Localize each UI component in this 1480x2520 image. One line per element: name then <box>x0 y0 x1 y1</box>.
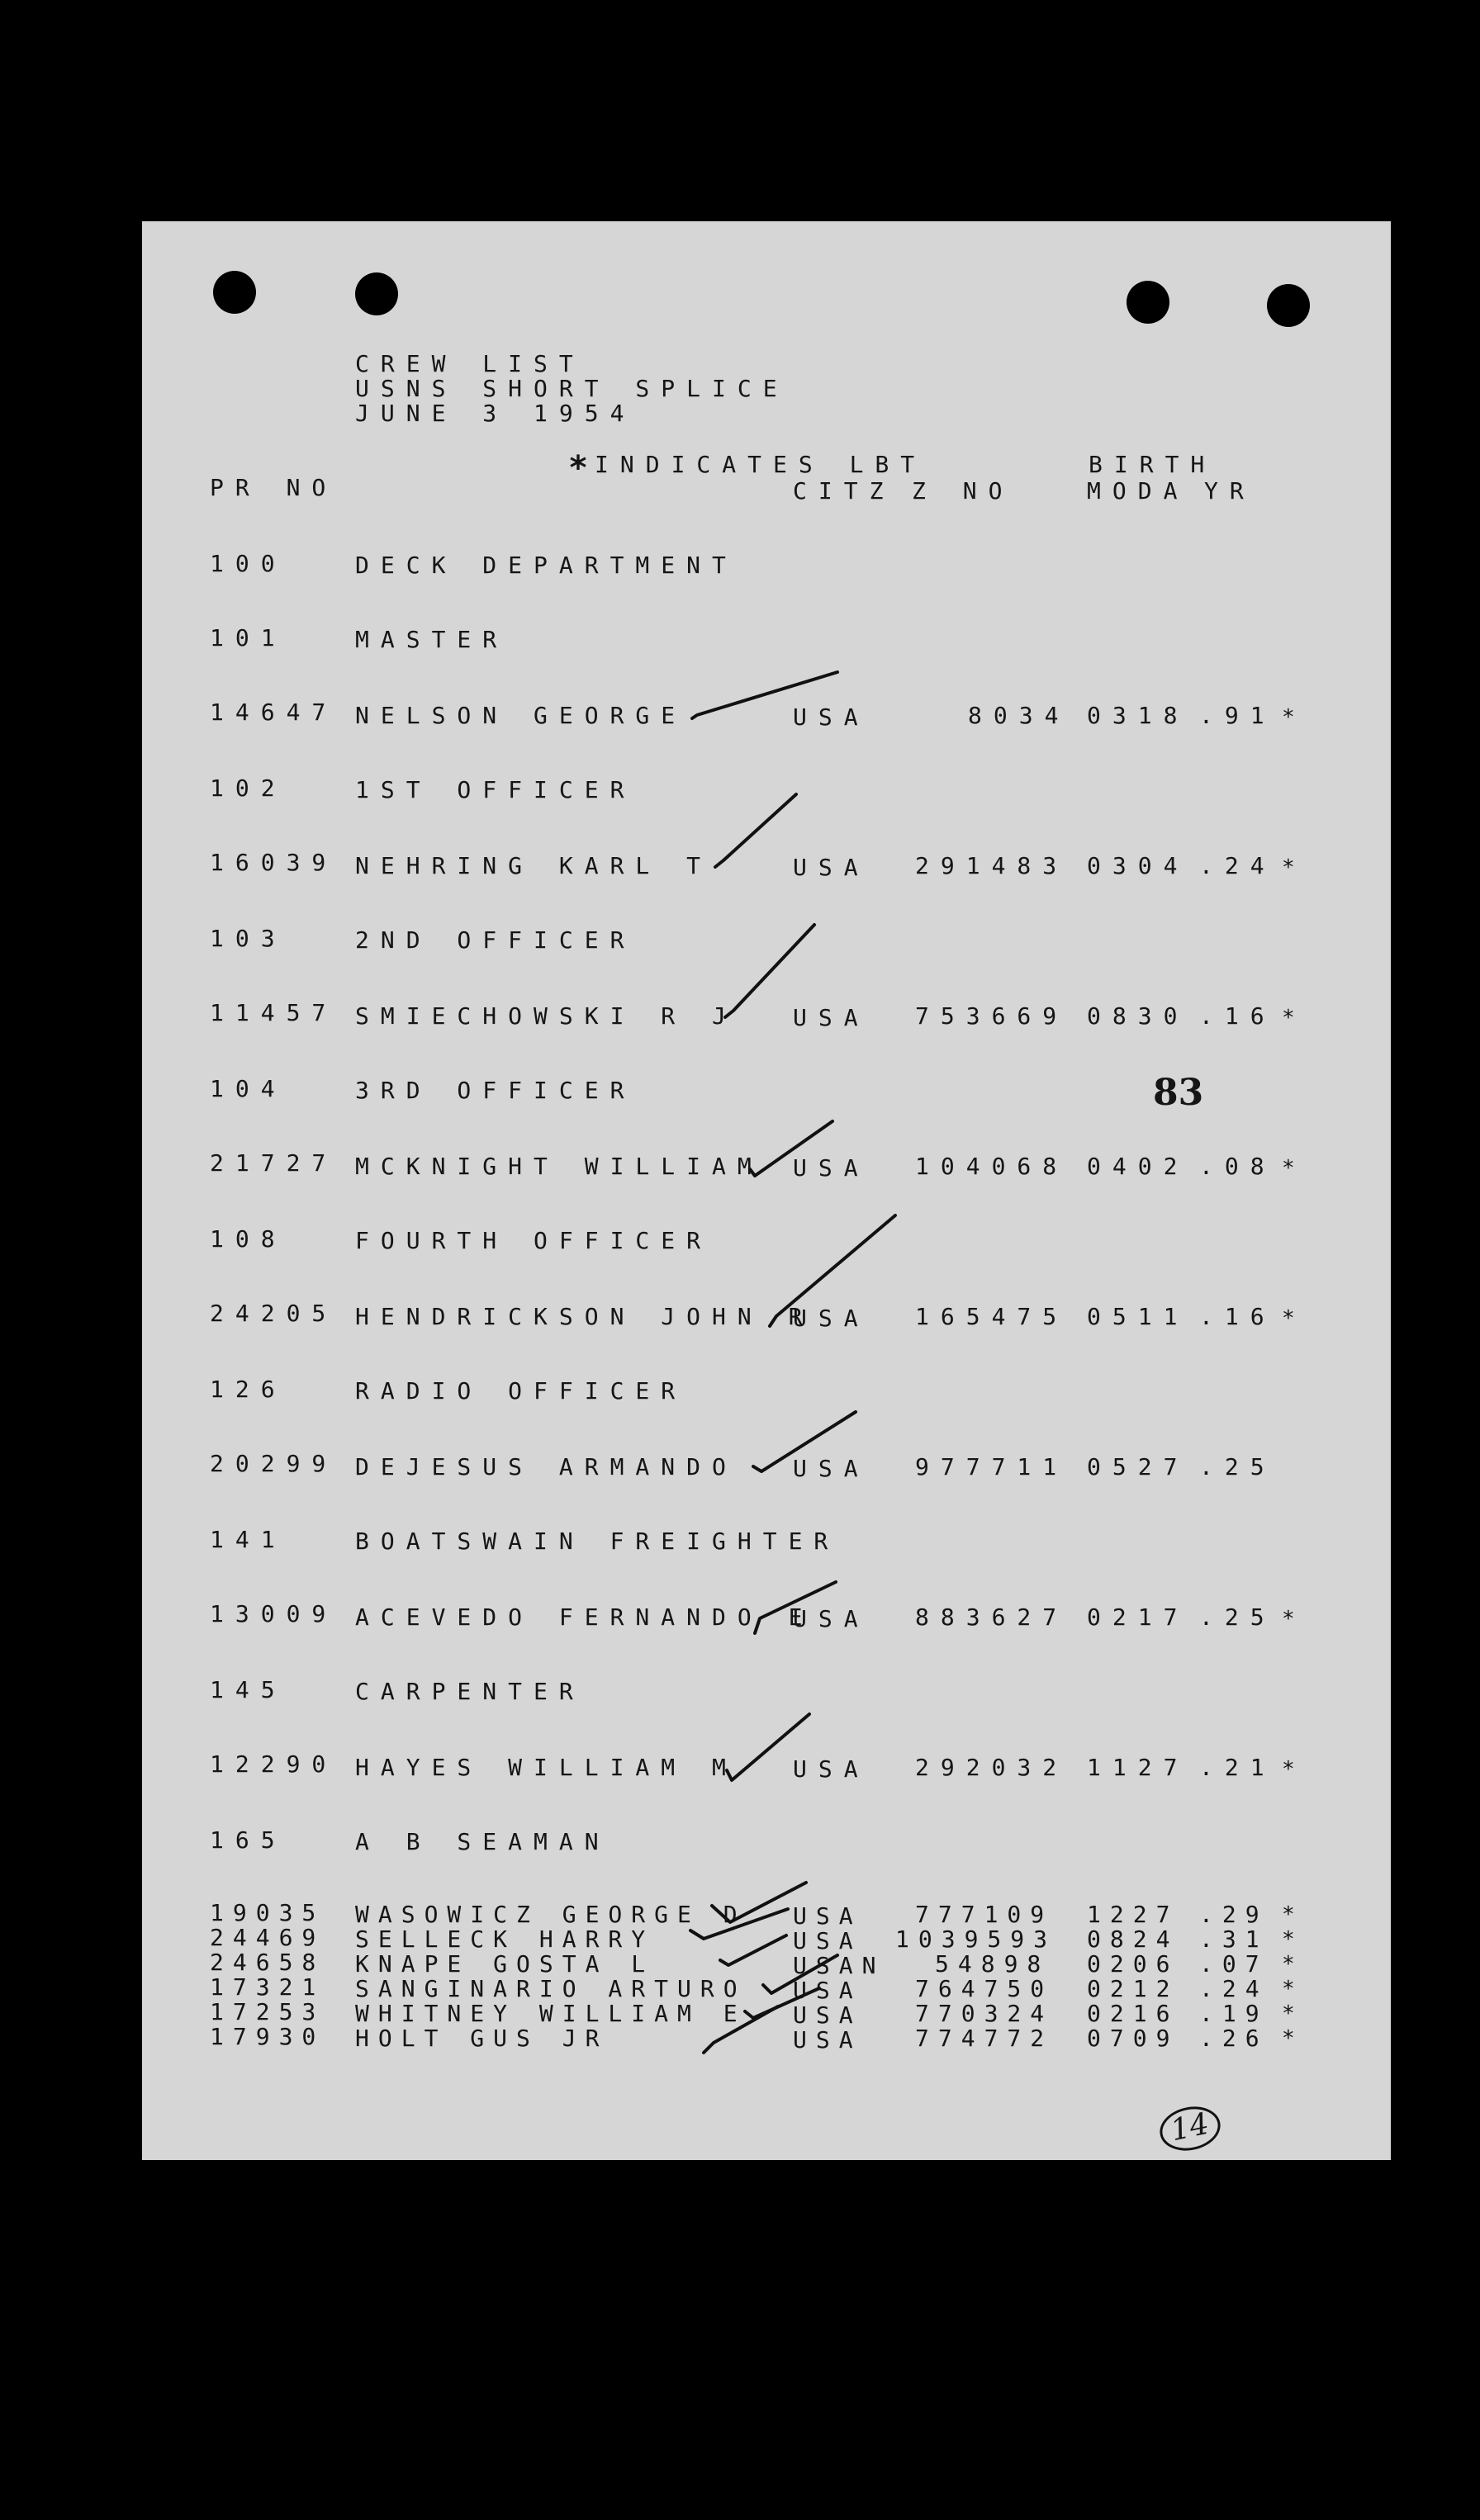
crew-moda: 0402 <box>1087 1153 1189 1180</box>
section-code: 101 <box>210 624 287 651</box>
punch-hole <box>355 272 398 315</box>
section-title: BOATSWAIN FREIGHTER <box>355 1528 840 1555</box>
crew-citz: USA <box>793 1755 870 1783</box>
section-title: MASTER <box>355 626 509 653</box>
crew-z-no: 104068 <box>915 1153 1069 1180</box>
crew-name: NEHRING KARL T <box>355 852 713 879</box>
crew-name: ACEVEDO FERNANDO E <box>355 1603 814 1631</box>
section-title: RADIO OFFICER <box>355 1377 687 1404</box>
section-code: 126 <box>210 1376 287 1403</box>
crew-yr: .21 <box>1199 1754 1276 1781</box>
crew-name: WHITNEY WILLIAM E <box>355 2000 747 2027</box>
crew-yr: .19 <box>1199 2000 1269 2027</box>
crew-name: KNAPE GOSTA L <box>355 1950 655 1978</box>
crew-pr: 12290 <box>210 1750 338 1778</box>
punch-hole <box>213 271 256 314</box>
crew-pr: 20299 <box>210 1450 338 1477</box>
section-code: 165 <box>210 1826 287 1854</box>
section-title: 2ND OFFICER <box>355 926 636 954</box>
crew-moda: 0830 <box>1087 1002 1189 1030</box>
crew-z-no: 1039593 <box>895 1926 1057 1953</box>
crew-pr: 17930 <box>210 2023 325 2050</box>
crew-citz: USA <box>793 703 870 731</box>
lbt-star: * <box>1282 1902 1295 1927</box>
crew-pr: 16039 <box>210 849 338 876</box>
crew-pr: 24658 <box>210 1949 325 1976</box>
crew-citz: USA <box>793 1305 870 1332</box>
crew-yr: .24 <box>1199 1975 1269 2002</box>
crew-name: SELLECK HARRY <box>355 1926 655 1953</box>
crew-moda: 0216 <box>1087 2000 1179 2027</box>
crew-yr: .07 <box>1199 1950 1269 1978</box>
birth-header: BIRTH <box>1089 451 1217 478</box>
crew-moda: 0824 <box>1087 1926 1179 1953</box>
crew-moda: 0206 <box>1087 1950 1179 1978</box>
lbt-legend: INDICATES LBT <box>595 451 927 478</box>
crew-z-no: 977711 <box>915 1453 1069 1480</box>
section-title: DECK DEPARTMENT <box>355 552 738 579</box>
crew-name: DEJESUS ARMANDO <box>355 1453 738 1480</box>
crew-pr: 14647 <box>210 699 338 726</box>
crew-pr: 17321 <box>210 1973 325 2001</box>
lbt-star: * <box>1282 705 1295 730</box>
crew-citz: USA <box>793 2026 862 2053</box>
lbt-star: * <box>1282 1977 1295 2001</box>
check-marks <box>142 221 1391 2160</box>
stamped-page-number: 83 <box>1153 1072 1204 1114</box>
crew-pr: 11457 <box>210 999 338 1026</box>
section-title: 3RD OFFICER <box>355 1077 636 1104</box>
crew-z-no: 777109 <box>915 1901 1054 1928</box>
lbt-star: * <box>1282 1306 1295 1331</box>
lbt-star: * <box>1282 1156 1295 1181</box>
crew-name: WASOWICZ GEORGE D <box>355 1901 747 1928</box>
crew-moda: 1227 <box>1087 1901 1179 1928</box>
section-code: 100 <box>210 550 287 577</box>
crew-name: SMIECHOWSKI R J <box>355 1002 738 1030</box>
crew-yr: .25 <box>1199 1603 1276 1631</box>
lbt-star: * <box>1282 1607 1295 1632</box>
col-pr-no: PR NO <box>210 474 338 501</box>
crew-z-no: 292032 <box>915 1754 1069 1781</box>
crew-name: NELSON GEORGE <box>355 702 687 729</box>
crew-pr: 19035 <box>210 1899 325 1926</box>
section-code: 145 <box>210 1676 287 1703</box>
crew-name: HOLT GUS JR <box>355 2025 609 2052</box>
crew-yr: .08 <box>1199 1153 1276 1180</box>
section-title: FOURTH OFFICER <box>355 1227 713 1254</box>
section-code: 103 <box>210 925 287 952</box>
section-code: 104 <box>210 1075 287 1102</box>
crew-citz: USA <box>793 1455 870 1482</box>
crew-z-no: 54898 <box>935 1950 1051 1978</box>
crew-yr: .16 <box>1199 1303 1276 1330</box>
lbt-star: * <box>1282 1952 1295 1977</box>
col-yr: YR <box>1204 477 1255 504</box>
crew-pr: 13009 <box>210 1600 338 1627</box>
crew-citz: USA <box>793 1902 862 1930</box>
col-citz: CITZ <box>793 477 895 504</box>
crew-citz: USA <box>793 854 870 881</box>
section-title: CARPENTER <box>355 1678 585 1705</box>
lbt-star: * <box>1282 1757 1295 1782</box>
lbt-star: * <box>1282 855 1295 880</box>
crew-z-no: 291483 <box>915 852 1069 879</box>
crew-citz: USA <box>793 1977 862 2004</box>
check-mark <box>715 794 796 867</box>
crew-z-no: 165475 <box>915 1303 1069 1330</box>
section-title: A B SEAMAN <box>355 1828 610 1855</box>
lbt-star: * <box>1282 1006 1295 1030</box>
crew-pr: 24205 <box>210 1300 338 1327</box>
crew-name: HAYES WILLIAM M <box>355 1754 738 1781</box>
crew-yr: .25 <box>1199 1453 1276 1480</box>
crew-citz: USA <box>793 2001 862 2029</box>
crew-moda: 0709 <box>1087 2025 1179 2052</box>
crew-moda: 0318 <box>1087 702 1189 729</box>
lbt-star-mark: * <box>568 449 589 487</box>
crew-yr: .31 <box>1199 1926 1269 1953</box>
crew-moda: 0527 <box>1087 1453 1189 1480</box>
check-mark <box>720 1935 786 1965</box>
col-moda: MODA <box>1087 477 1189 504</box>
section-code: 141 <box>210 1526 287 1553</box>
ship-name: USNS SHORT SPLICE <box>355 375 789 402</box>
crew-z-no: 753669 <box>915 1002 1069 1030</box>
crew-yr: .29 <box>1199 1901 1269 1928</box>
crew-pr: 21727 <box>210 1149 338 1177</box>
crew-moda: 1127 <box>1087 1754 1189 1781</box>
punch-hole <box>1127 281 1169 324</box>
crew-moda: 0212 <box>1087 1975 1179 2002</box>
section-title: 1ST OFFICER <box>355 776 636 803</box>
crew-citz: USA <box>793 1154 870 1182</box>
crew-moda: 0304 <box>1087 852 1189 879</box>
crew-z-no: 883627 <box>915 1603 1069 1631</box>
crew-moda: 0217 <box>1087 1603 1189 1631</box>
crew-z-no: 8034 <box>968 702 1070 729</box>
crew-citz: USA <box>793 1004 870 1031</box>
handwritten-page-number: 14 <box>1155 2101 1224 2156</box>
crew-pr: 24469 <box>210 1924 325 1951</box>
crew-yr: .16 <box>1199 1002 1276 1030</box>
crew-citz: USAN <box>793 1952 885 1979</box>
crew-citz: USA <box>793 1927 862 1954</box>
punch-hole <box>1267 284 1310 327</box>
doc-title: CREW LIST <box>355 350 585 377</box>
crew-name: HENDRICKSON JOHN R <box>355 1303 814 1330</box>
lbt-star: * <box>1282 2026 1295 2051</box>
lbt-star: * <box>1282 1927 1295 1952</box>
crew-citz: USA <box>793 1605 870 1632</box>
crew-name: SANGINARIO ARTURO <box>355 1975 747 2002</box>
crew-z-no: 774772 <box>915 2025 1054 2052</box>
section-code: 102 <box>210 774 287 802</box>
lbt-star: * <box>1282 2001 1295 2026</box>
crew-z-no: 770324 <box>915 2000 1054 2027</box>
crew-yr: .26 <box>1199 2025 1269 2052</box>
doc-date: JUNE 3 1954 <box>355 400 636 427</box>
crew-yr: .91 <box>1199 702 1276 729</box>
col-z-no: Z NO <box>912 477 1014 504</box>
crew-yr: .24 <box>1199 852 1276 879</box>
crew-moda: 0511 <box>1087 1303 1189 1330</box>
crew-z-no: 764750 <box>915 1975 1054 2002</box>
crew-name: MCKNIGHT WILLIAM <box>355 1153 763 1180</box>
document-page <box>142 221 1391 2160</box>
section-code: 108 <box>210 1225 287 1253</box>
crew-pr: 17253 <box>210 1998 325 2025</box>
